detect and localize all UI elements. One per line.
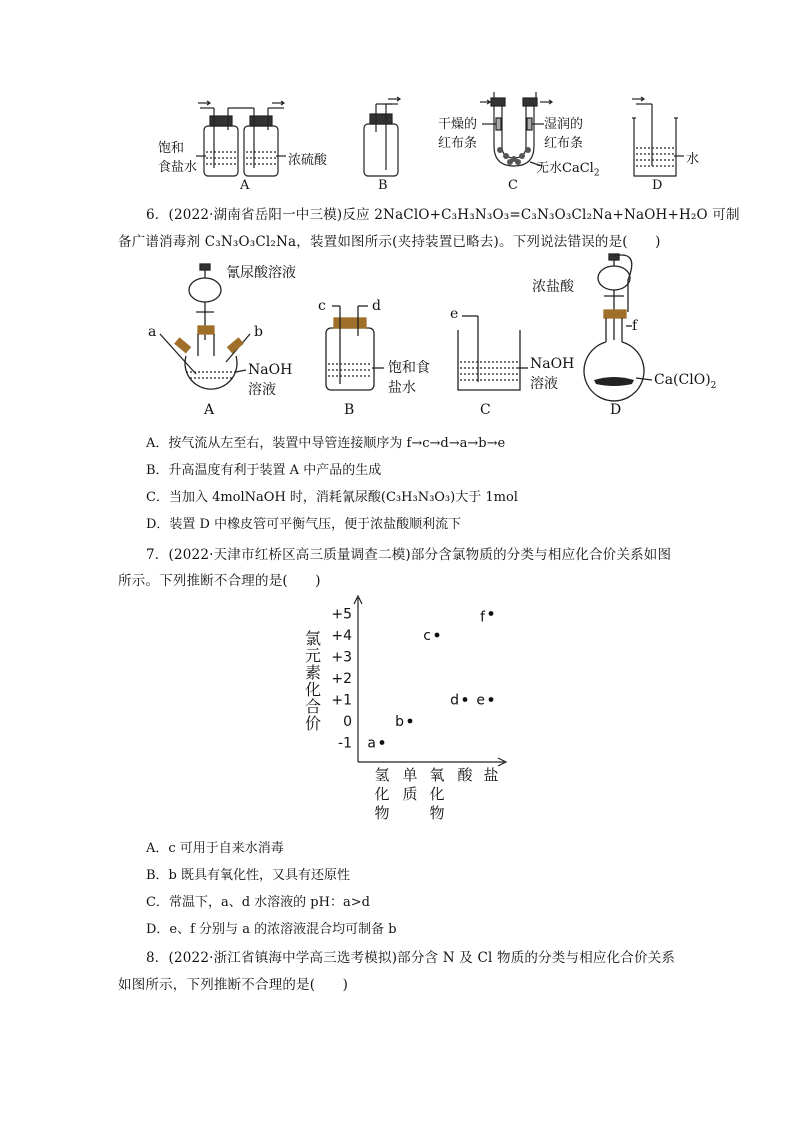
x-tick-label: 化 (374, 785, 390, 803)
label-saturated-brine: 饱和 食盐水 (158, 141, 198, 175)
y-tick-label: +4 (331, 628, 352, 644)
label-conc-sulfuric: 浓硫酸 (288, 153, 328, 168)
y-tick-label: -1 (338, 735, 352, 752)
data-label-c: c (423, 628, 431, 644)
data-label-b: b (395, 714, 404, 730)
x-tick-label: 物 (374, 804, 390, 822)
label-conc-hcl: 浓盐酸 (532, 279, 574, 295)
label-cacl2: 无水CaCl$_2$ (536, 161, 600, 179)
q8-stem-line2: 如图所示，下列推断不合理的是( ) (118, 977, 349, 993)
x-tick-label: 物 (429, 804, 445, 822)
fig5-letter-d: D (652, 178, 663, 193)
x-tick-label: 单 (402, 766, 418, 784)
q7-option-c[interactable]: C．常温下，a、d 水溶液的 pH：a>d (146, 895, 370, 910)
q8-stem-line1: 8．(2022·浙江省镇海中学高三选考模拟)部分含 N 及 Cl 物质的分类与相应化合价关系 (146, 950, 676, 966)
label-port-c: c (318, 298, 326, 314)
x-tick-label: 质 (402, 785, 418, 803)
data-label-e: e (476, 692, 485, 709)
data-label-f: f (480, 609, 485, 626)
data-point-b (408, 719, 413, 724)
q7-option-a[interactable]: A．c 可用于自来水消毒 (146, 841, 284, 856)
data-point-a (380, 740, 385, 745)
label-wet-cloth: 湿润的 红布条 (544, 117, 584, 151)
label-port-e: e (450, 306, 459, 322)
label-port-b: b (254, 324, 263, 340)
fig6-letter-b: B (344, 402, 355, 418)
x-tick-label: 化 (429, 785, 445, 803)
fig6-letter-a: A (204, 402, 215, 418)
q6-option-b[interactable]: B．升高温度有利于装置 A 中产品的生成 (146, 463, 382, 478)
fig5-letter-c: C (508, 178, 518, 193)
x-tick-label: 氢 (374, 766, 390, 784)
q7-stem-line2: 所示。下列推断不合理的是( ) (118, 573, 321, 589)
data-label-d: d (450, 692, 459, 709)
y-tick-label: +3 (331, 649, 352, 666)
fig5-letter-b: B (378, 178, 388, 193)
q7-stem-line1: 7．(2022·天津市红桥区高三质量调查二模)部分含氯物质的分类与相应化合价关系如图 (146, 547, 672, 563)
x-tick-label: 酸 (457, 766, 473, 784)
y-tick-label: 0 (343, 714, 352, 730)
label-cyanuric-acid: 氰尿酸溶液 (226, 265, 296, 281)
fig6-letter-d: D (610, 402, 622, 418)
data-point-c (435, 633, 440, 638)
x-tick-label: 氧 (429, 766, 445, 784)
data-point-d (463, 697, 468, 702)
q6-stem-line2: 备广谱消毒剂 C₃N₃O₃Cl₂Na，装置如图所示(夹持装置已略去)。下列说法错误的是( ) (118, 234, 661, 250)
q6-stem-line1: 6．(2022·湖南省岳阳一中三模)反应 2NaClO+C₃H₃N₃O₃=C₃N₃O₃Cl₂Na+NaOH+H₂O 可制 (146, 207, 740, 223)
chart-y-label: 氯 元 素 化 合 价 (304, 629, 321, 733)
q6-option-d[interactable]: D．装置 D 中橡皮管可平衡气压，便于浓盐酸顺利流下 (146, 517, 462, 532)
label-ca-clo2: $Ca(ClO)_2$ (654, 372, 717, 391)
y-tick-label: +5 (331, 606, 352, 623)
q6-option-a[interactable]: A．按气流从左至右，装置中导管连接顺序为 f→c→d→a→b→e (146, 436, 506, 451)
label-brine-b: 饱和食 盐水 (388, 360, 430, 396)
y-tick-label: +2 (331, 671, 352, 687)
data-point-f (489, 611, 494, 616)
x-tick-label: 盐 (483, 766, 499, 784)
label-dry-cloth: 干燥的 红布条 (438, 117, 478, 151)
label-port-d: d (372, 298, 381, 314)
label-naoh-c: NaOH 溶液 (530, 356, 575, 392)
label-water: 水 (686, 152, 700, 167)
label-port-f: f (632, 318, 638, 334)
q6-option-c[interactable]: C．当加入 4molNaOH 时，消耗氰尿酸(C₃H₃N₃O₃)大于 1mol (146, 490, 518, 505)
q7-option-d[interactable]: D．e、f 分别与 a 的浓溶液混合均可制备 b (146, 922, 397, 937)
label-port-a: a (148, 324, 157, 340)
data-label-a: a (367, 735, 376, 752)
y-tick-label: +1 (331, 692, 352, 709)
label-naoh-a: NaOH 溶液 (248, 362, 293, 398)
data-point-e (489, 697, 494, 702)
fig5-letter-a: A (240, 178, 250, 193)
q7-option-b[interactable]: B．b 既具有氧化性，又具有还原性 (146, 868, 351, 883)
fig6-letter-c: C (480, 402, 491, 418)
